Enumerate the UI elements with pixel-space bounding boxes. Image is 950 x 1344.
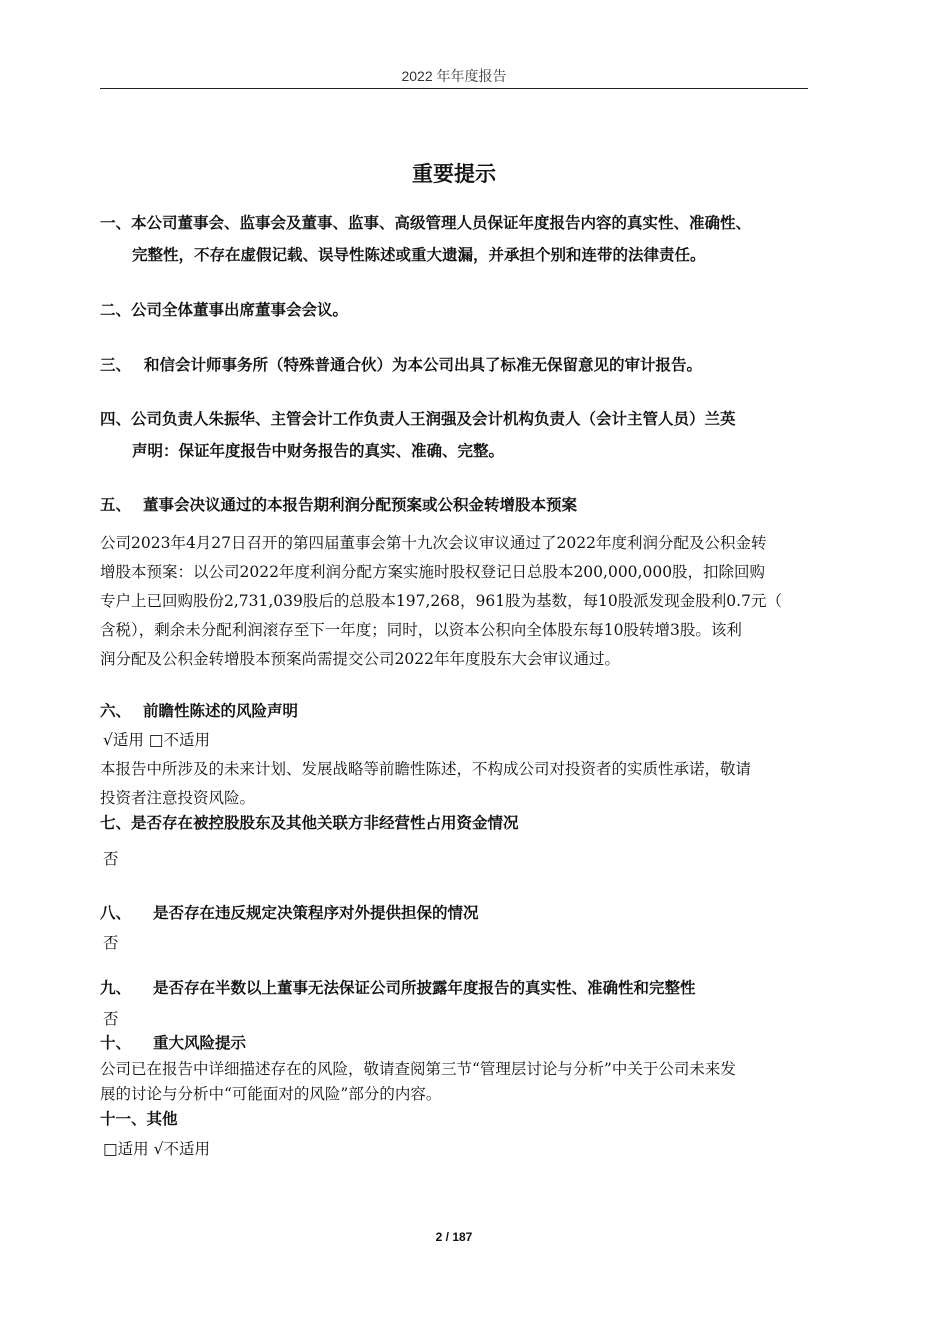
section-4-line-1: 四、公司负责人朱振华、主管会计工作负责人王润强及会计机构负责人（会计主管人员）兰英 (100, 410, 736, 428)
section-5-number: 五、 (100, 496, 132, 514)
section-3-text: 和信会计师事务所（特殊普通合伙）为本公司出具了标准无保留意见的审计报告。 (144, 356, 703, 374)
section-11-applicability: □适用 √不适用 (103, 1140, 210, 1158)
section-1-line-1: 一、本公司董事会、监事会及董事、监事、高级管理人员保证年度报告内容的真实性、准确性、 (100, 214, 752, 232)
page-title: 重要提示 (412, 162, 496, 186)
header-rule (100, 88, 808, 89)
section-6-heading: 前瞻性陈述的风险声明 (143, 702, 299, 720)
section-8-number: 八、 (100, 904, 132, 922)
section-4-line-2: 声明：保证年度报告中财务报告的真实、准确、完整。 (132, 442, 505, 460)
section-10-body-line: 公司已在报告中详细描述存在的风险，敬请查阅第三节“管理层讨论与分析”中关于公司未来发 (100, 1060, 736, 1078)
section-6-body-line: 本报告中所涉及的未来计划、发展战略等前瞻性陈述，不构成公司对投资者的实质性承诺，敬请 (100, 760, 752, 778)
section-9-heading: 是否存在半数以上董事无法保证公司所披露年度报告的真实性、准确性和完整性 (153, 979, 696, 997)
section-6-applicability: √适用 □不适用 (103, 731, 210, 749)
section-8-heading: 是否存在违反规定决策程序对外提供担保的情况 (153, 904, 479, 922)
page-header: 2022 年年度报告 (401, 68, 507, 84)
section-6-body-line: 投资者注意投资风险。 (100, 789, 256, 807)
section-9-answer: 否 (103, 1010, 119, 1028)
section-5-body-line: 专户上已回购股份2,731,039股后的总股本197,268，961股为基数，每10股派发现金股利0.7元（ (100, 592, 782, 610)
section-10-heading: 重大风险提示 (153, 1034, 247, 1052)
section-11-heading: 十一、其他 (100, 1110, 178, 1128)
section-8-answer: 否 (103, 934, 119, 952)
section-5-body-line: 公司2023年4月27日召开的第四届董事会第十九次会议审议通过了2022年度利润分配及公积金转 (100, 534, 767, 552)
section-10-body-line: 展的讨论与分析中“可能面对的风险”部分的内容。 (100, 1085, 442, 1103)
section-5-heading: 董事会决议通过的本报告期利润分配预案或公积金转增股本预案 (143, 496, 578, 514)
section-7-answer: 否 (103, 850, 119, 868)
section-6-number: 六、 (100, 702, 132, 720)
section-10-body (100, 1057, 736, 1107)
page-number: 2 / 187 (435, 1230, 473, 1244)
section-10-number: 十、 (100, 1034, 132, 1052)
section-3-number: 三、 (100, 356, 132, 374)
section-9-number: 九、 (100, 979, 132, 997)
section-5-body-line: 增股本预案：以公司2022年度利润分配方案实施时股权登记日总股本200,000,000股，扣除回购 (100, 563, 766, 581)
section-6-body (100, 755, 751, 813)
section-7-heading: 七、是否存在被控股股东及其他关联方非经营性占用资金情况 (100, 814, 519, 832)
section-1-line-2: 完整性，不存在虚假记载、误导性陈述或重大遗漏，并承担个别和连带的法律责任。 (132, 246, 706, 264)
section-5-body-line: 含税），剩余未分配利润滚存至下一年度；同时，以资本公积向全体股东每10股转增3股。该利 (100, 621, 742, 639)
section-2: 二、公司全体董事出席董事会会议。 (100, 301, 349, 319)
section-5-body-line: 润分配及公积金转增股本预案尚需提交公司2022年年度股东大会审议通过。 (100, 650, 620, 668)
section-5-body (100, 529, 782, 674)
